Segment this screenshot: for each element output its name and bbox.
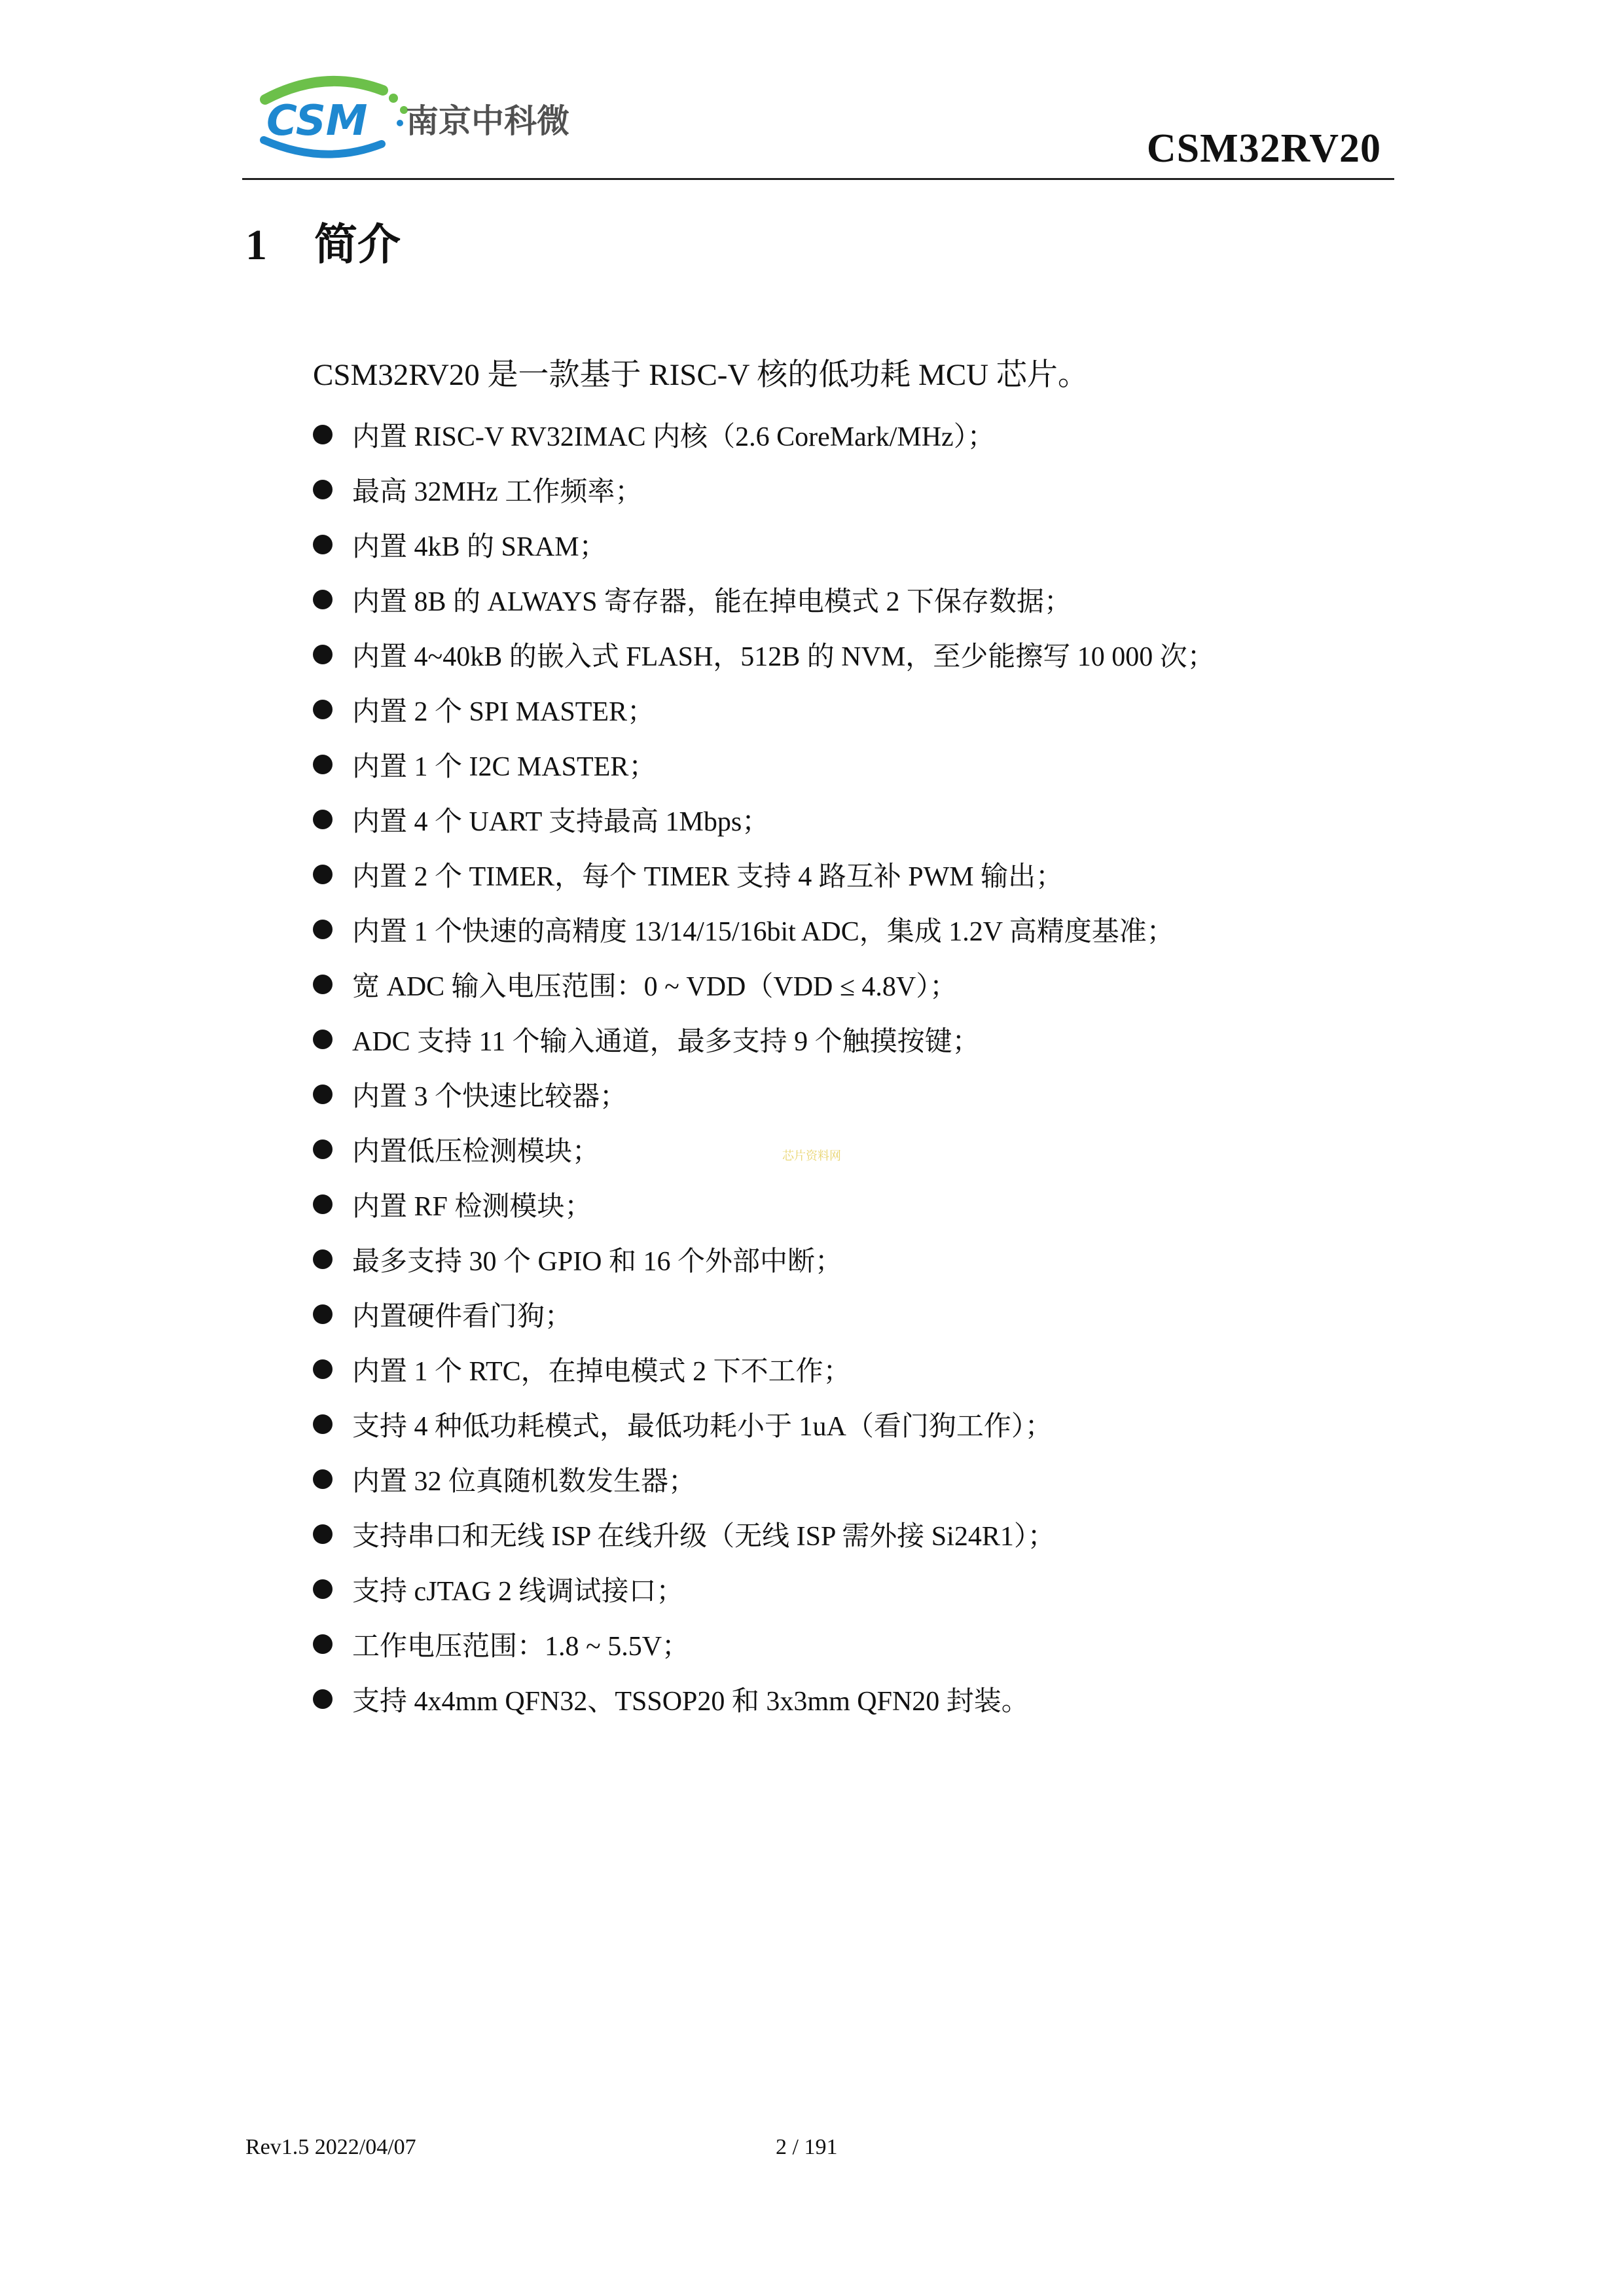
feature-item	[313, 1562, 1215, 1617]
bullet-icon	[313, 920, 333, 939]
feature-text: ADC 支持 11 个输入通道，最多支持 9 个触摸按键；	[352, 1027, 980, 1057]
feature-text: 支持 4 种低功耗模式，最低功耗小于 1uA（看门狗工作）；	[352, 1412, 1053, 1442]
feature-text: 工作电压范围：1.8 ~ 5.5V；	[352, 1632, 690, 1662]
bullet-icon	[313, 1359, 333, 1379]
bullet-icon	[313, 1689, 333, 1709]
bullet-icon	[313, 1414, 333, 1434]
feature-list	[313, 407, 1215, 1727]
feature-item	[313, 517, 1215, 572]
feature-text: 内置 4 个 UART 支持最高 1Mbps；	[352, 807, 770, 837]
bullet-icon	[313, 1194, 333, 1214]
feature-text: 最高 32MHz 工作频率；	[352, 477, 643, 507]
feature-text: 支持串口和无线 ISP 在线升级（无线 ISP 需外接 Si24R1）；	[352, 1522, 1055, 1552]
feature-item	[313, 627, 1215, 682]
feature-item	[313, 462, 1215, 517]
feature-text: 内置 1 个快速的高精度 13/14/15/16bit ADC，集成 1.2V 高精度基准；	[352, 917, 1174, 947]
bullet-icon	[313, 700, 333, 719]
feature-item	[313, 1397, 1215, 1452]
feature-text: 最多支持 30 个 GPIO 和 16 个外部中断；	[352, 1247, 843, 1277]
feature-item	[313, 1617, 1215, 1672]
feature-item	[313, 1342, 1215, 1397]
feature-text: 内置 8B 的 ALWAYS 寄存器，能在掉电模式 2 下保存数据；	[352, 587, 1072, 617]
header-divider	[242, 178, 1394, 180]
feature-item	[313, 682, 1215, 737]
feature-item	[313, 737, 1215, 792]
company-name: 南京中科微	[406, 102, 569, 140]
feature-item	[313, 572, 1215, 627]
bullet-icon	[313, 590, 333, 609]
bullet-icon	[313, 1249, 333, 1269]
bullet-icon	[313, 535, 333, 554]
bullet-icon	[313, 1030, 333, 1049]
section-title: 简介	[314, 221, 401, 269]
feature-item	[313, 1067, 1215, 1122]
feature-item	[313, 1122, 1215, 1177]
bullet-icon	[313, 1579, 333, 1599]
section-heading	[245, 209, 401, 272]
bullet-icon	[313, 865, 333, 884]
feature-item	[313, 1232, 1215, 1287]
feature-item	[313, 1672, 1215, 1727]
feature-text: 内置 4kB 的 SRAM；	[352, 532, 607, 562]
feature-item	[313, 1452, 1215, 1507]
bullet-icon	[313, 755, 333, 774]
feature-text: 内置 RISC-V RV32IMAC 内核（2.6 CoreMark/MHz）；	[352, 422, 995, 452]
bullet-icon	[313, 645, 333, 664]
watermark: 芯片资料网	[782, 1149, 841, 1162]
bullet-icon	[313, 810, 333, 829]
feature-item	[313, 792, 1215, 847]
feature-text: 内置 4~40kB 的嵌入式 FLASH，512B 的 NVM，至少能擦写 10 000 次；	[352, 642, 1215, 672]
bullet-icon	[313, 480, 333, 499]
feature-text: 内置 RF 检测模块；	[352, 1192, 592, 1222]
feature-text: 内置低压检测模块；	[352, 1137, 600, 1167]
feature-text: 内置 3 个快速比较器；	[352, 1082, 628, 1112]
feature-text: 内置 2 个 TIMER，每个 TIMER 支持 4 路互补 PWM 输出；	[352, 862, 1064, 892]
intro-paragraph: CSM32RV20 是一款基于 RISC-V 核的低功耗 MCU 芯片。	[313, 358, 1089, 392]
bullet-icon	[313, 1139, 333, 1159]
company-logo	[252, 72, 619, 164]
page-number: 2 / 191	[776, 2135, 838, 2159]
revision-date: Rev1.5 2022/04/07	[245, 2135, 416, 2159]
feature-item	[313, 1507, 1215, 1562]
feature-item	[313, 1177, 1215, 1232]
feature-text: 内置硬件看门狗；	[352, 1302, 573, 1332]
product-name: CSM32RV20	[1146, 126, 1381, 171]
bullet-icon	[313, 1085, 333, 1104]
bullet-icon	[313, 1634, 333, 1654]
bullet-icon	[313, 1469, 333, 1489]
feature-text: 内置 1 个 I2C MASTER；	[352, 752, 657, 782]
logo-abbrev: CSM	[266, 97, 368, 145]
feature-item	[313, 847, 1215, 902]
section-number: 1	[245, 221, 267, 269]
feature-item	[313, 1012, 1215, 1067]
bullet-icon	[313, 1304, 333, 1324]
feature-text: 内置 1 个 RTC，在掉电模式 2 下不工作；	[352, 1357, 851, 1387]
feature-text: 支持 4x4mm QFN32、TSSOP20 和 3x3mm QFN20 封装。	[352, 1687, 1029, 1717]
feature-text: 内置 2 个 SPI MASTER；	[352, 697, 655, 727]
bullet-icon	[313, 1524, 333, 1544]
feature-text: 内置 32 位真随机数发生器；	[352, 1467, 696, 1497]
feature-item	[313, 957, 1215, 1012]
feature-item	[313, 902, 1215, 957]
feature-text: 支持 cJTAG 2 线调试接口；	[352, 1577, 684, 1607]
feature-text: 宽 ADC 输入电压范围：0 ~ VDD（VDD ≤ 4.8V）；	[352, 972, 958, 1002]
page-header	[242, 72, 1394, 180]
bullet-icon	[313, 425, 333, 444]
feature-item	[313, 1287, 1215, 1342]
bullet-icon	[313, 975, 333, 994]
feature-item	[313, 407, 1215, 462]
